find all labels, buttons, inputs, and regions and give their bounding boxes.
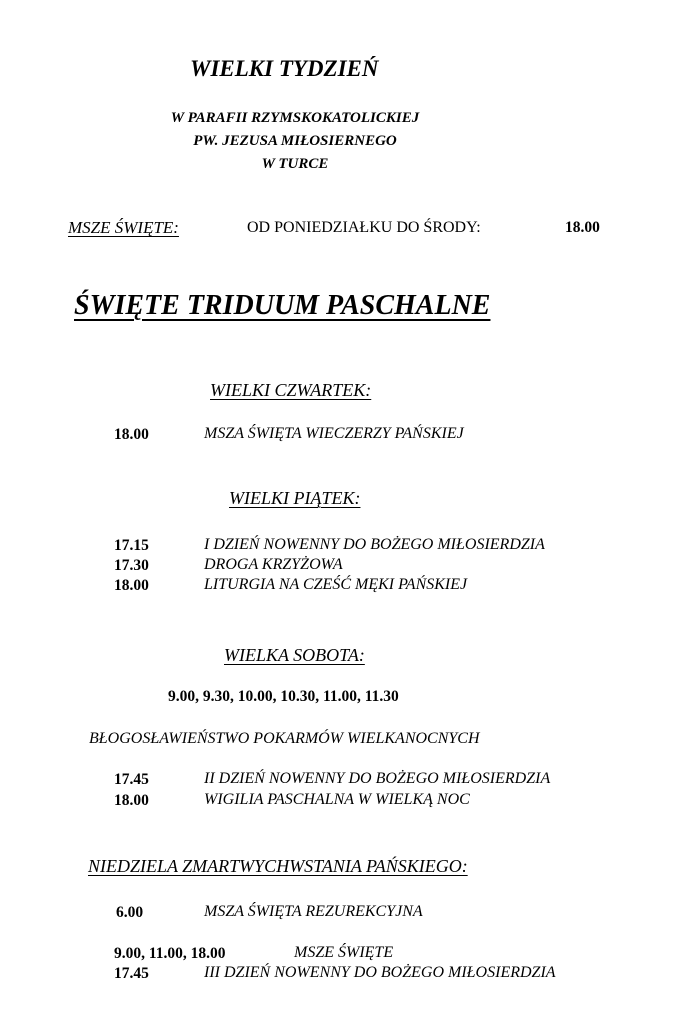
saturday-time-1: 17.45 — [114, 771, 149, 788]
saturday-event-1: II DZIEŃ NOWENNY DO BOŻEGO MIŁOSIERDZIA — [204, 770, 551, 787]
blessing-times: 9.00, 9.30, 10.00, 10.30, 11.00, 11.30 — [168, 688, 399, 705]
subtitle-line-1: W PARAFII RZYMSKOKATOLICKIEJ — [170, 110, 420, 126]
masses-label: MSZE ŚWIĘTE: — [68, 218, 179, 237]
masses-time: 18.00 — [565, 219, 600, 236]
thursday-heading: WIELKI CZWARTEK: — [210, 380, 372, 400]
subtitle-line-2: PW. JEZUSA MIŁOSIERNEGO — [193, 133, 397, 149]
friday-time-3: 18.00 — [114, 577, 149, 594]
friday-event-1: I DZIEŃ NOWENNY DO BOŻEGO MIŁOSIERDZIA — [204, 536, 545, 553]
masses-days: OD PONIEDZIAŁKU DO ŚRODY: — [247, 219, 481, 236]
page-title: WIELKI TYDZIEŃ — [190, 56, 379, 81]
thursday-event-1: MSZA ŚWIĘTA WIECZERZY PAŃSKIEJ — [204, 425, 464, 442]
saturday-heading: WIELKA SOBOTA: — [224, 645, 365, 665]
friday-heading: WIELKI PIĄTEK: — [229, 488, 361, 508]
subtitle-line-3: W TURCE — [261, 156, 329, 172]
sunday-event-3: III DZIEŃ NOWENNY DO BOŻEGO MIŁOSIERDZIA — [204, 964, 556, 981]
sunday-heading: NIEDZIELA ZMARTWYCHWSTANIA PAŃSKIEGO: — [88, 856, 468, 876]
friday-event-2: DROGA KRZYŻOWA — [204, 556, 343, 573]
saturday-event-2: WIGILIA PASCHALNA W WIELKĄ NOC — [204, 791, 470, 808]
sunday-time-3: 17.45 — [114, 965, 149, 982]
sunday-time-2: 9.00, 11.00, 18.00 — [114, 945, 226, 962]
sunday-event-1: MSZA ŚWIĘTA REZUREKCYJNA — [204, 903, 423, 920]
saturday-time-2: 18.00 — [114, 792, 149, 809]
sunday-event-2: MSZE ŚWIĘTE — [294, 944, 394, 961]
blessing-text: BŁOGOSŁAWIEŃSTWO POKARMÓW WIELKANOCNYCH — [89, 730, 480, 747]
thursday-time-1: 18.00 — [114, 426, 149, 443]
friday-time-2: 17.30 — [114, 557, 149, 574]
friday-event-3: LITURGIA NA CZEŚĆ MĘKI PAŃSKIEJ — [204, 576, 468, 593]
triduum-title: ŚWIĘTE TRIDUUM PASCHALNE — [74, 290, 491, 321]
sunday-time-1: 6.00 — [116, 904, 144, 921]
friday-time-1: 17.15 — [114, 537, 149, 554]
